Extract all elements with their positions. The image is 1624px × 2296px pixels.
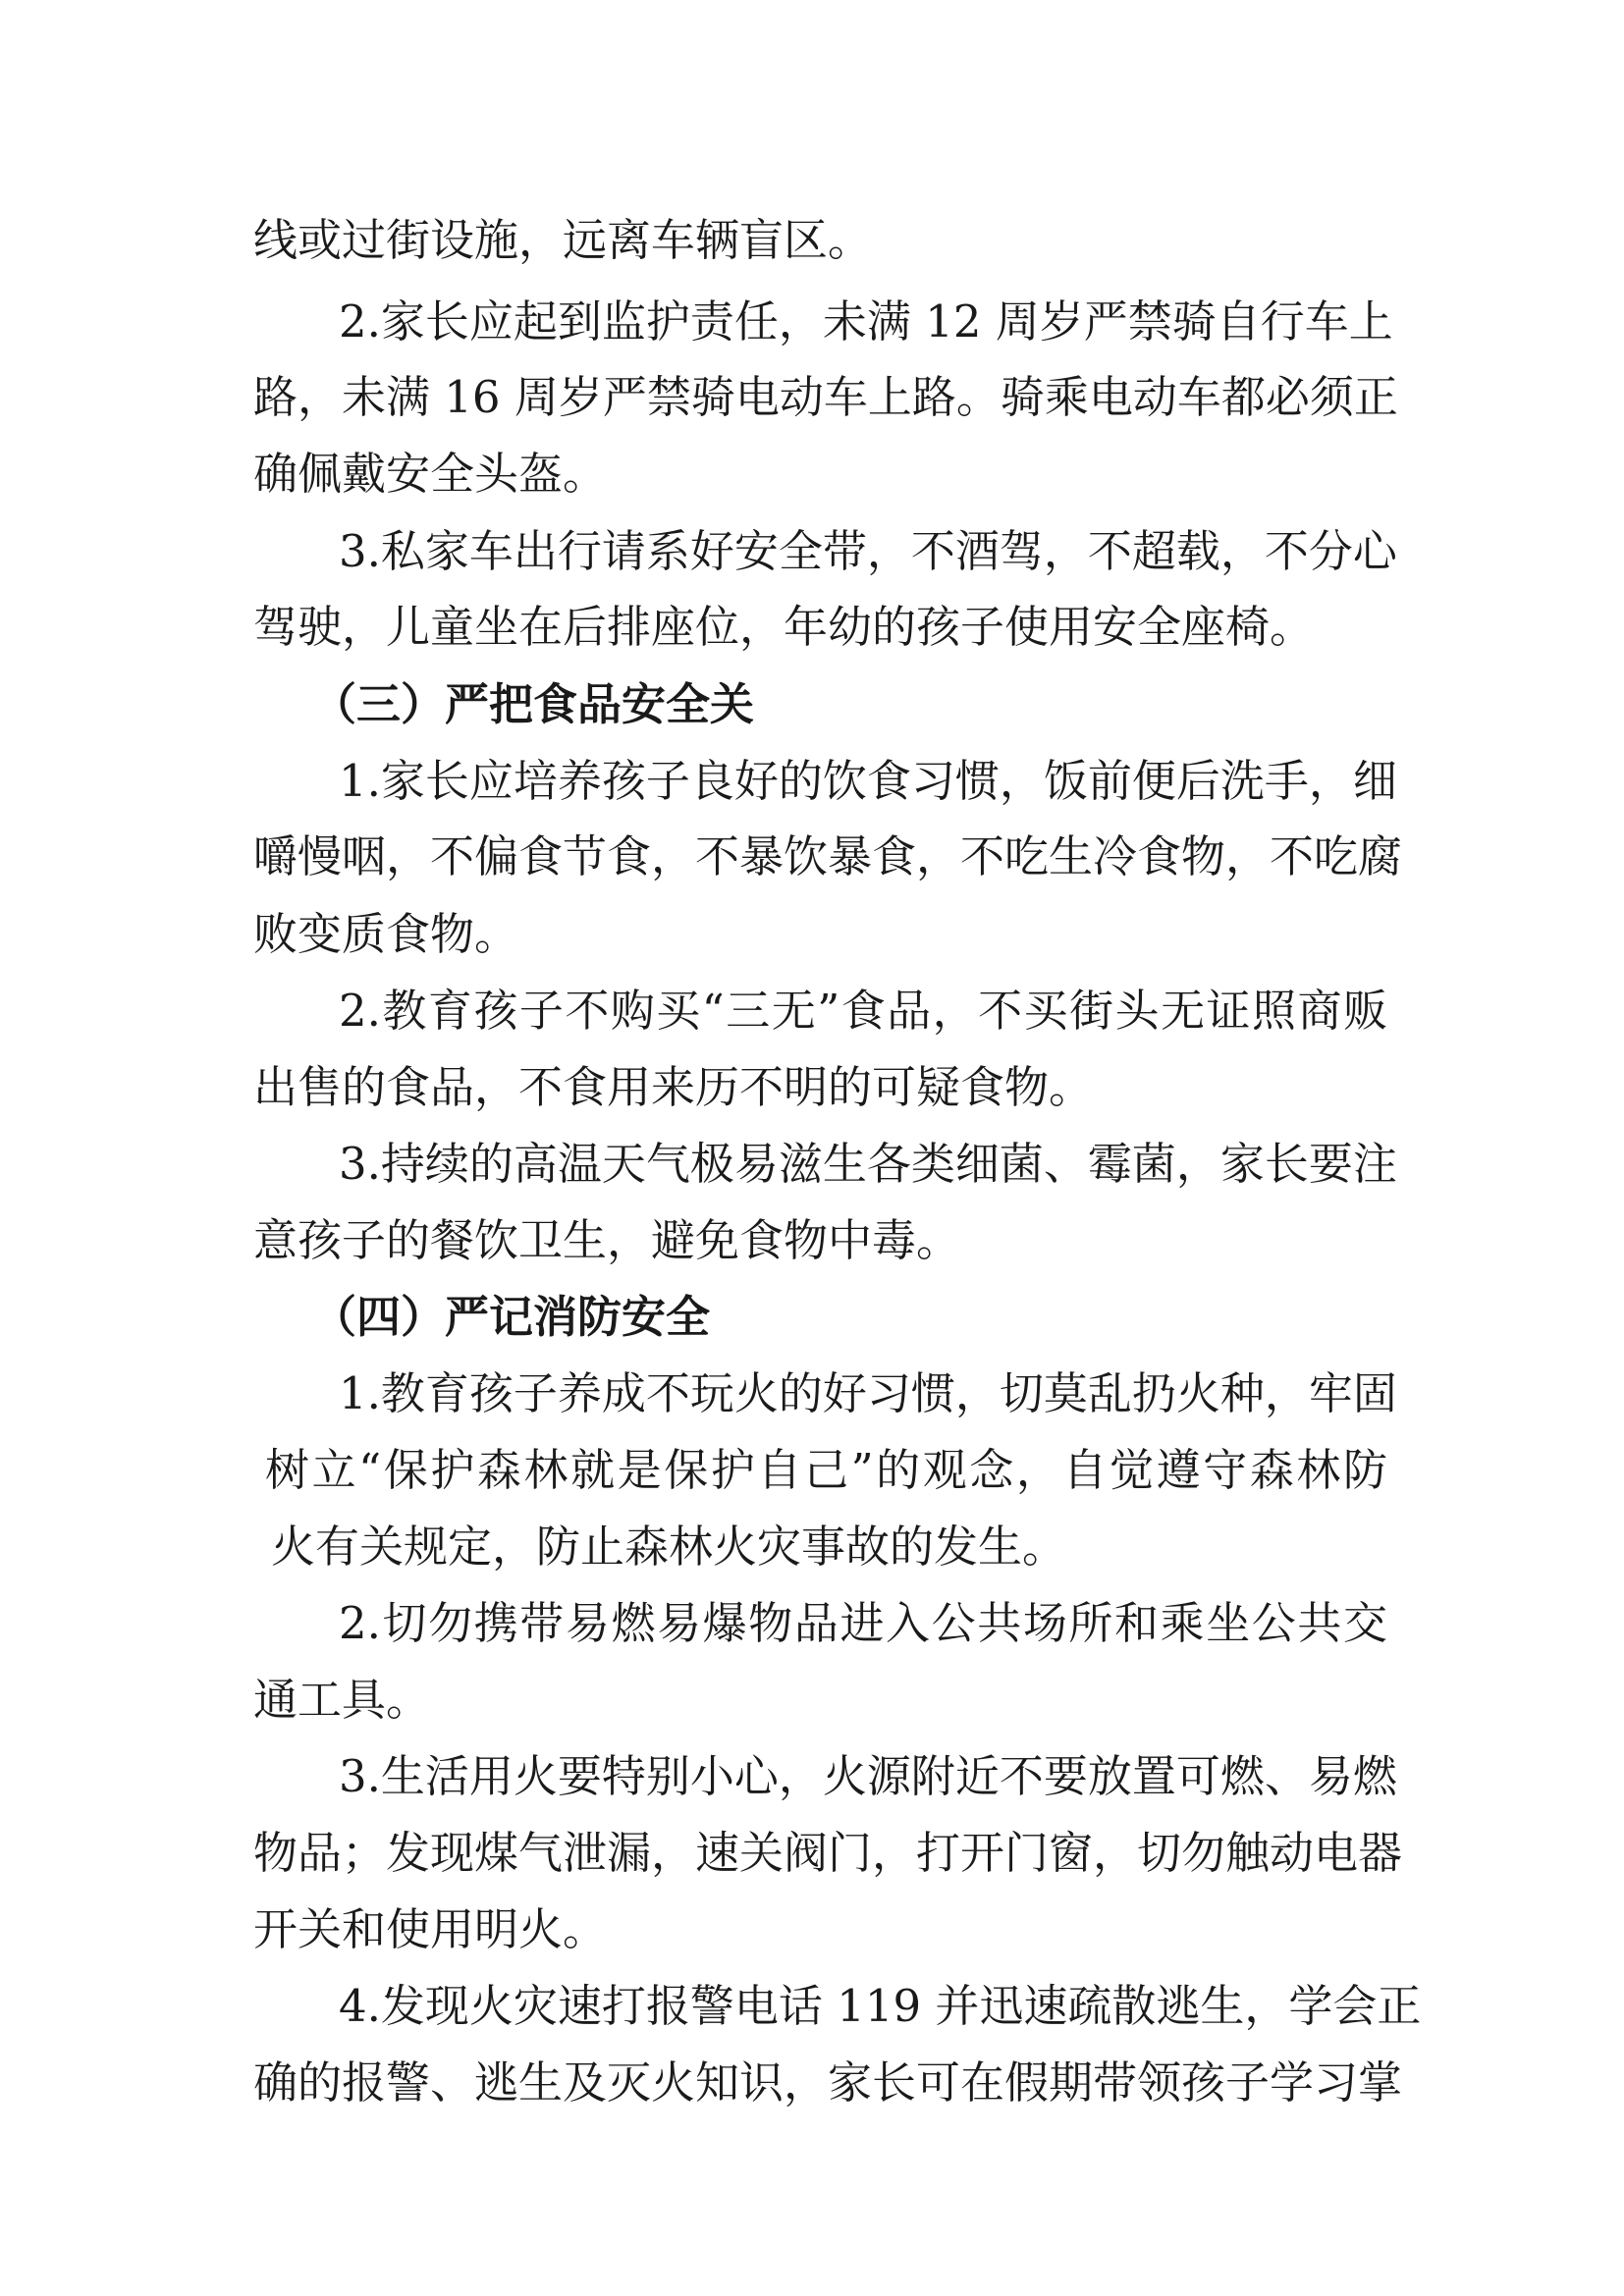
paragraph-line: 开关和使用明火。	[253, 1903, 608, 1955]
paragraph-line: 路，未满 16 周岁严禁骑电动车上路。骑乘电动车都必须正	[253, 371, 1398, 423]
paragraph-line: 物品；发现煤气泄漏，速关阀门，打开门窗，切勿触动电器	[253, 1827, 1403, 1879]
paragraph-line: 驾驶，儿童坐在后排座位，年幼的孩子使用安全座椅。	[253, 601, 1315, 653]
paragraph-line: 线或过街设施，远离车辆盲区。	[253, 214, 873, 266]
section-heading-fire-safety: （四）严记消防安全	[312, 1291, 711, 1343]
paragraph-line: 意孩子的餐饮卫生，避免食物中毒。	[253, 1214, 961, 1266]
paragraph-line: 2.切勿携带易燃易爆物品进入公共场所和乘坐公共交	[339, 1597, 1387, 1649]
paragraph-line: 败变质食物。	[253, 908, 519, 960]
paragraph-line: 出售的食品，不食用来历不明的可疑食物。	[253, 1061, 1094, 1113]
paragraph-line: 树立“保护森林就是保护自己”的观念，自觉遵守森林防	[265, 1444, 1387, 1496]
section-heading-food-safety: （三）严把食品安全关	[312, 678, 755, 730]
paragraph-line: 3.私家车出行请系好安全带，不酒驾，不超载，不分心	[339, 525, 1397, 577]
paragraph-line: 确的报警、逃生及灭火知识，家长可在假期带领孩子学习掌	[253, 2056, 1403, 2109]
paragraph-line: 嚼慢咽，不偏食节食，不暴饮暴食，不吃生冷食物，不吃腐	[253, 830, 1403, 882]
paragraph-line: 2.家长应起到监护责任，未满 12 周岁严禁骑自行车上	[339, 295, 1393, 347]
paragraph-line: 3.持续的高温天气极易滋生各类细菌、霉菌，家长要注	[339, 1138, 1397, 1190]
paragraph-line: 火有关规定，防止森林火灾事故的发生。	[271, 1521, 1067, 1573]
paragraph-line: 4.发现火灾速打报警电话 119 并迅速疏散逃生，学会正	[339, 1980, 1422, 2032]
paragraph-line: 通工具。	[253, 1674, 431, 1726]
paragraph-line: 3.生活用火要特别小心，火源附近不要放置可燃、易燃	[339, 1750, 1397, 1802]
paragraph-line: 2.教育孩子不购买“三无”食品，不买街头无证照商贩	[339, 985, 1387, 1037]
paragraph-line: 1.教育孩子养成不玩火的好习惯，切莫乱扔火种，牢固	[339, 1367, 1397, 1419]
paragraph-line: 确佩戴安全头盔。	[253, 448, 608, 500]
paragraph-line: 1.家长应培养孩子良好的饮食习惯，饭前便后洗手，细	[339, 755, 1397, 807]
